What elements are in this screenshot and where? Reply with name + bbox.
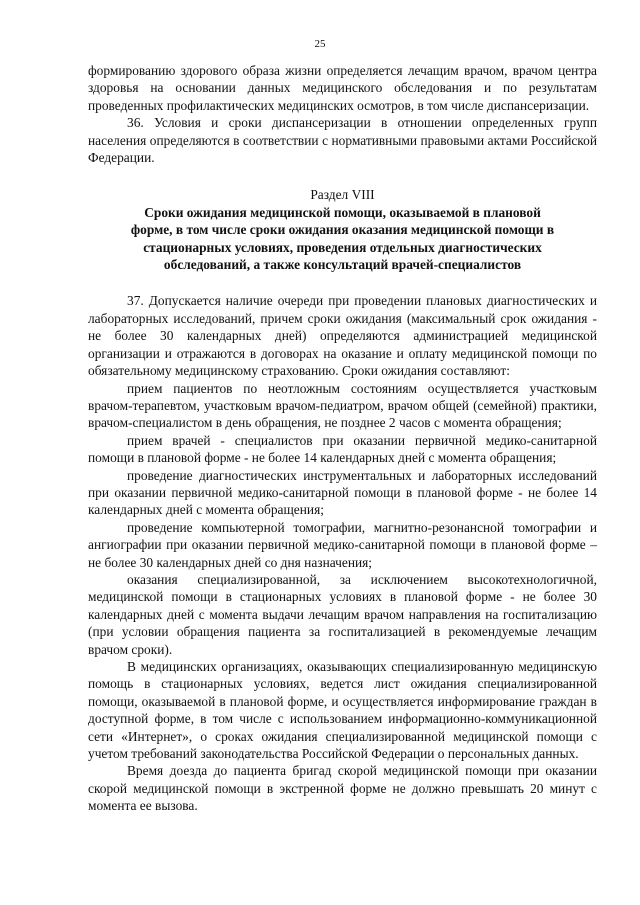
list-item: проведение компьютерной томографии, магнитно-резонансной томографии и ангиографии при оказании первичной медико-санитарной помощи в плановой форме – не более 30 календарных дней со дня назначения; xyxy=(88,519,597,570)
paragraph-ambulance: Время доезда до пациента бригад скорой медицинской помощи при оказании скорой медицинской помощи в экстренной форме не должно превышать 20 минут с момента ее вызова. xyxy=(88,763,597,814)
paragraph-36: 36. Условия и сроки диспансеризации в отношении определенных групп населения определяются в соответствии с нормативными правовыми актами Российской Федерации. xyxy=(88,115,597,166)
list-item: проведение диагностических инструментальных и лабораторных исследований при оказании первичной медико-санитарной помощи в плановой форме - не более 14 календарных дней с момента обращения; xyxy=(88,467,597,518)
paragraph-waiting-list: В медицинских организациях, оказывающих специализированную медицинскую помощь в стационарных условиях, ведется лист ожидания специализированной помощи, оказываемой в плановой форме, и осуществляется информирование граждан в доступной форме, в том числе с использованием информационно-коммуникационной сети «Интернет», о сроках ожидания специализированной медицинской помощи с учетом требований законодательства Российской Федерации о персональных данных. xyxy=(88,659,597,762)
list-item: прием пациентов по неотложным состояниям осуществляется участковым врачом-терапевтом, участковым врачом-педиатром, врачом общей (семейной) практики, врачом-специалистом в день обращения, не позднее 2 часов с момента обращения; xyxy=(88,380,597,431)
paragraph-continued: формированию здорового образа жизни определяется лечащим врачом, врачом центра здоровья на основании данных медицинского обследования и по результатам проведенных профилактических медицинских осмотров, в том числе диспансеризации. xyxy=(88,63,597,113)
page-number: 25 xyxy=(314,38,326,50)
paragraph-37: 37. Допускается наличие очереди при проведении плановых диагностических и лабораторных исследований, причем сроки ожидания (максимальный срок ожидания - не более 30 календарных дней) определяются администрацией медицинской организации и отражаются в договорах на оказание и оплату медицинской помощи по обязательному медицинскому страхованию. Сроки ожидания составляют: xyxy=(88,293,597,379)
section-title: Сроки ожидания медицинской помощи, оказываемой в плановой форме, в том числе сроки ожидания оказания медицинской помощи в стационарных условиях, проведения отдельных диагностических обследований, а также консультаций врачей-специалистов xyxy=(130,204,555,273)
list-item: оказания специализированной, за исключением высокотехнологичной, медицинской помощи в стационарных условиях в плановой форме - не более 30 календарных дней с момента выдачи лечащим врачом направления на госпитализацию (при условии обращения пациента за госпитализацией в рекомендуемые лечащим врачом сроки). xyxy=(88,571,597,657)
page-content xyxy=(88,62,597,815)
section-label: Раздел VIII xyxy=(310,187,375,203)
spacer xyxy=(88,273,597,292)
list-item: прием врачей - специалистов при оказании первичной медико-санитарной помощи в плановой форме - не более 14 календарных дней с момента обращения; xyxy=(88,432,597,466)
